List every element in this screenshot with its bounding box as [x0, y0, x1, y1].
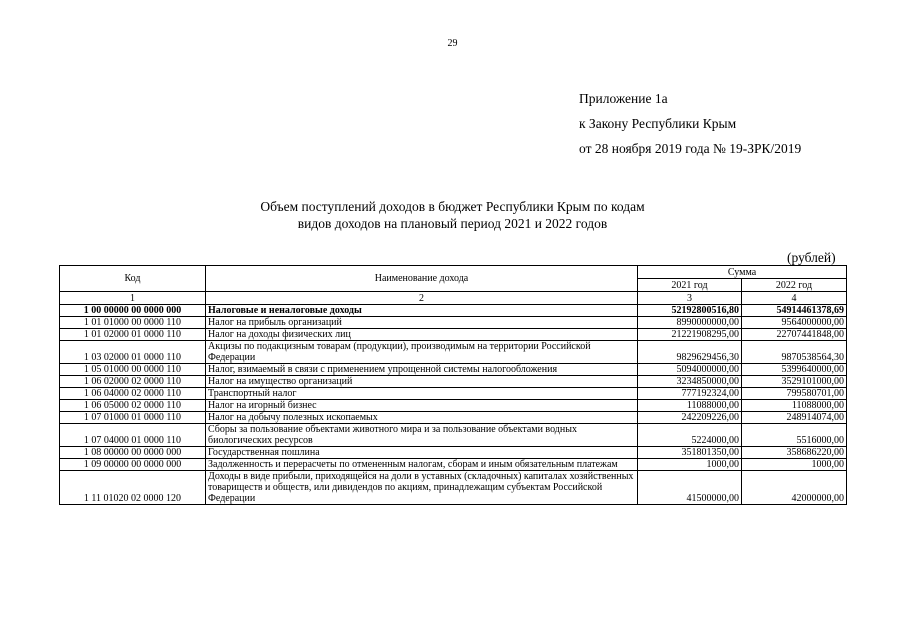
row-code: 1 07 04000 01 0000 110: [60, 424, 206, 447]
row-name: Доходы в виде прибыли, приходящейся на доли в уставных (складочных) капиталах хозяйственных товариществ и обществ, или дивидендов по акциям, принадлежащим субъектам Российской Федерации: [206, 471, 638, 505]
table-row: [60, 341, 847, 364]
appendix-line-3: от 28 ноября 2019 года № 19-ЗРК/2019: [579, 141, 802, 156]
row-code: 1 06 02000 02 0000 110: [60, 376, 206, 388]
document-title: [0, 198, 905, 232]
header-year-2022: 2022 год: [742, 279, 847, 292]
row-value-2022: 358686220,00: [742, 447, 847, 459]
row-code: 1 05 01000 00 0000 110: [60, 364, 206, 376]
header-col-num-1: 1: [60, 292, 206, 305]
row-value-2022: 42000000,00: [742, 471, 847, 505]
row-code: 1 01 01000 00 0000 110: [60, 317, 206, 329]
revenue-table: [59, 265, 847, 505]
row-value-2021: 8990000000,00: [638, 317, 742, 329]
row-name: Акцизы по подакцизным товарам (продукции), производимым на территории Российской Федерации: [206, 341, 638, 364]
table-row: [60, 388, 847, 400]
row-value-2021: 777192324,00: [638, 388, 742, 400]
row-code: 1 03 02000 01 0000 110: [60, 341, 206, 364]
row-name: Транспортный налог: [206, 388, 638, 400]
row-name: Налог, взимаемый в связи с применением упрощенной системы налогообложения: [206, 364, 638, 376]
row-value-2022: 5399640000,00: [742, 364, 847, 376]
header-year-2021: 2021 год: [638, 279, 742, 292]
header-col-num-3: 3: [638, 292, 742, 305]
row-value-2021: 3234850000,00: [638, 376, 742, 388]
row-value-2021: 9829629456,30: [638, 341, 742, 364]
row-name: Государственная пошлина: [206, 447, 638, 459]
row-code: 1 08 00000 00 0000 000: [60, 447, 206, 459]
row-name: Задолженность и перерасчеты по отмененным налогам, сборам и иным обязательным платежам: [206, 459, 638, 471]
row-value-2022: 1000,00: [742, 459, 847, 471]
title-line-2: видов доходов на плановый период 2021 и 2022 годов: [297, 216, 608, 231]
title-line-1: Объем поступлений доходов в бюджет Республики Крым по кодам: [260, 199, 645, 214]
table-row: [60, 305, 847, 317]
table-row: [60, 364, 847, 376]
table-row: [60, 424, 847, 447]
header-col-num-2: 2: [206, 292, 638, 305]
unit-label: (рублей): [787, 250, 836, 265]
row-name: Налог на доходы физических лиц: [206, 329, 638, 341]
row-value-2021: 21221908295,00: [638, 329, 742, 341]
appendix-block: [579, 86, 801, 161]
row-code: 1 09 00000 00 0000 000: [60, 459, 206, 471]
table-row: [60, 317, 847, 329]
page-number: 29: [447, 38, 458, 49]
row-value-2021: 5224000,00: [638, 424, 742, 447]
table-body: [60, 305, 847, 505]
row-code: 1 01 02000 01 0000 110: [60, 329, 206, 341]
row-name: Налог на игорный бизнес: [206, 400, 638, 412]
row-value-2022: 54914461378,69: [742, 305, 847, 317]
row-code: 1 11 01020 02 0000 120: [60, 471, 206, 505]
table-row: [60, 400, 847, 412]
row-code: 1 00 00000 00 0000 000: [60, 305, 206, 317]
table-row: [60, 459, 847, 471]
table-row: [60, 329, 847, 341]
row-name: Сборы за пользование объектами животного мира и за пользование объектами водных биологических ресурсов: [206, 424, 638, 447]
row-value-2022: 5516000,00: [742, 424, 847, 447]
header-code: Код: [60, 266, 206, 292]
row-value-2022: 9870538564,30: [742, 341, 847, 364]
row-value-2021: 11088000,00: [638, 400, 742, 412]
row-name: Налог на имущество организаций: [206, 376, 638, 388]
row-value-2021: 1000,00: [638, 459, 742, 471]
appendix-line-1: Приложение 1а: [579, 91, 668, 106]
appendix-line-2: к Закону Республики Крым: [579, 116, 737, 131]
row-name: Налоговые и неналоговые доходы: [206, 305, 638, 317]
row-value-2022: 3529101000,00: [742, 376, 847, 388]
table-row: [60, 471, 847, 505]
table-row: [60, 376, 847, 388]
row-value-2022: 799580701,00: [742, 388, 847, 400]
row-name: Налог на прибыль организаций: [206, 317, 638, 329]
row-code: 1 06 05000 02 0000 110: [60, 400, 206, 412]
row-value-2022: 22707441848,00: [742, 329, 847, 341]
row-code: 1 07 01000 01 0000 110: [60, 412, 206, 424]
row-name: Налог на добычу полезных ископаемых: [206, 412, 638, 424]
table-row: [60, 447, 847, 459]
header-name: Наименование дохода: [206, 266, 638, 292]
row-value-2022: 9564000000,00: [742, 317, 847, 329]
table-row: [60, 412, 847, 424]
row-value-2021: 52192800516,80: [638, 305, 742, 317]
row-value-2021: 242209226,00: [638, 412, 742, 424]
row-value-2021: 5094000000,00: [638, 364, 742, 376]
header-sum: Сумма: [638, 266, 847, 279]
header-col-num-4: 4: [742, 292, 847, 305]
row-code: 1 06 04000 02 0000 110: [60, 388, 206, 400]
row-value-2021: 41500000,00: [638, 471, 742, 505]
row-value-2021: 351801350,00: [638, 447, 742, 459]
row-value-2022: 248914074,00: [742, 412, 847, 424]
row-value-2022: 11088000,00: [742, 400, 847, 412]
